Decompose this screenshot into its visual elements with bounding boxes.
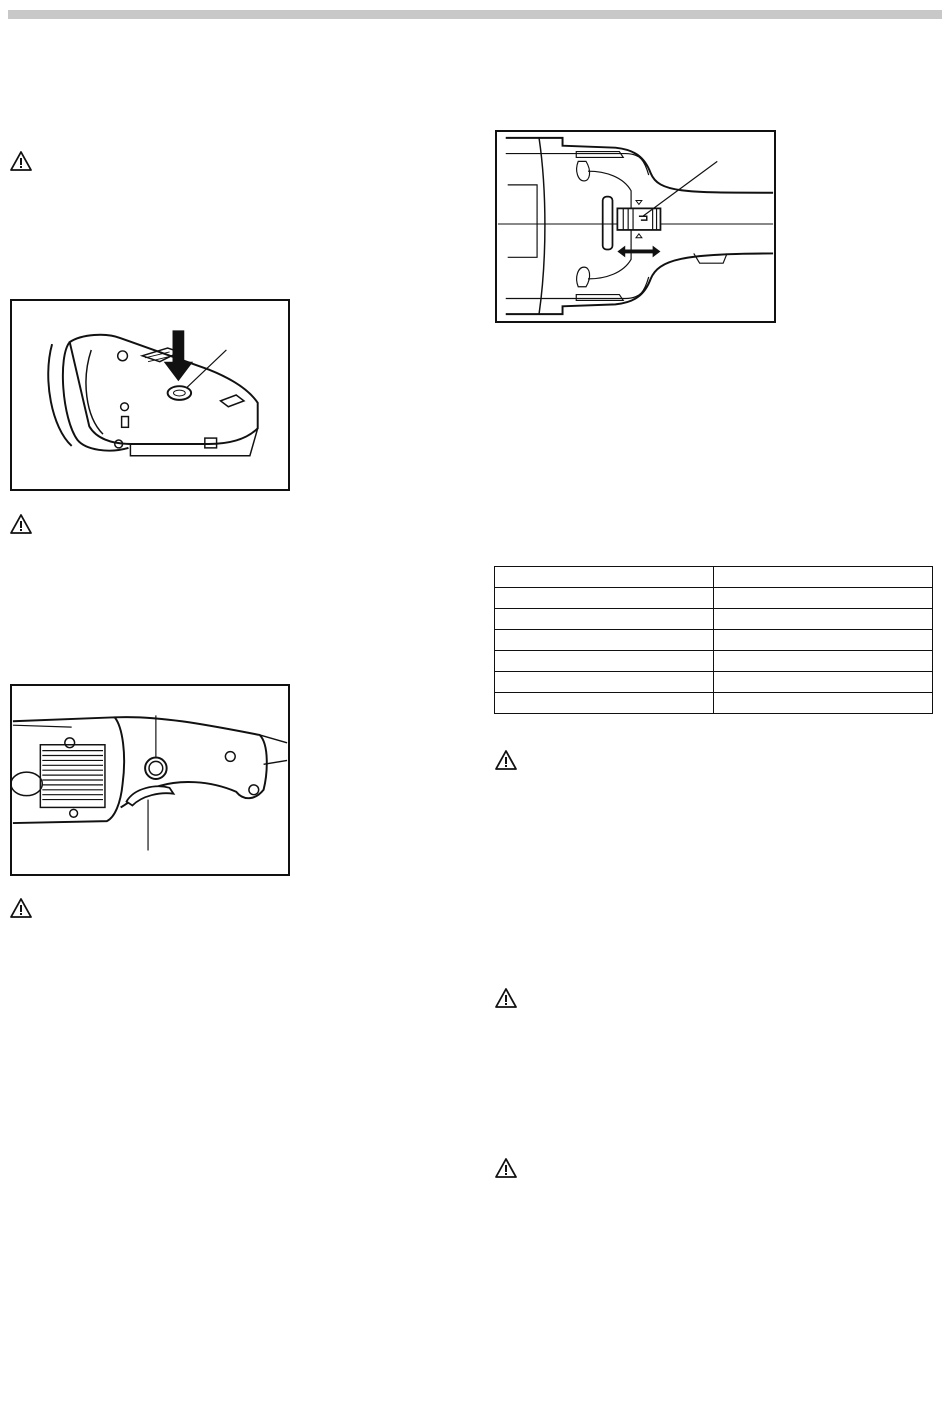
table-cell (714, 672, 933, 693)
table-cell (495, 630, 714, 651)
table-row (495, 588, 933, 609)
warning-icon (9, 150, 33, 172)
table-row (495, 567, 933, 588)
shaft-lock-figure (10, 299, 290, 491)
table-cell (714, 567, 933, 588)
table-cell (495, 567, 714, 588)
table-row (495, 672, 933, 693)
table-cell (714, 588, 933, 609)
table-cell (495, 588, 714, 609)
switch-action-figure (10, 684, 290, 876)
warning-icon (494, 749, 518, 771)
table-cell (495, 693, 714, 714)
table-cell (495, 651, 714, 672)
warning-icon (9, 897, 33, 919)
table-cell (714, 609, 933, 630)
table-row (495, 693, 933, 714)
header-rule (8, 10, 942, 19)
table-cell (714, 651, 933, 672)
table-row (495, 651, 933, 672)
table-cell (714, 630, 933, 651)
table-row (495, 609, 933, 630)
table-row (495, 630, 933, 651)
speed-setting-table (494, 566, 933, 714)
speed-dial-figure (495, 130, 776, 323)
warning-icon (494, 987, 518, 1009)
table-cell (495, 672, 714, 693)
warning-icon (494, 1157, 518, 1179)
warning-icon (9, 513, 33, 535)
table-cell (495, 609, 714, 630)
table-cell (714, 693, 933, 714)
